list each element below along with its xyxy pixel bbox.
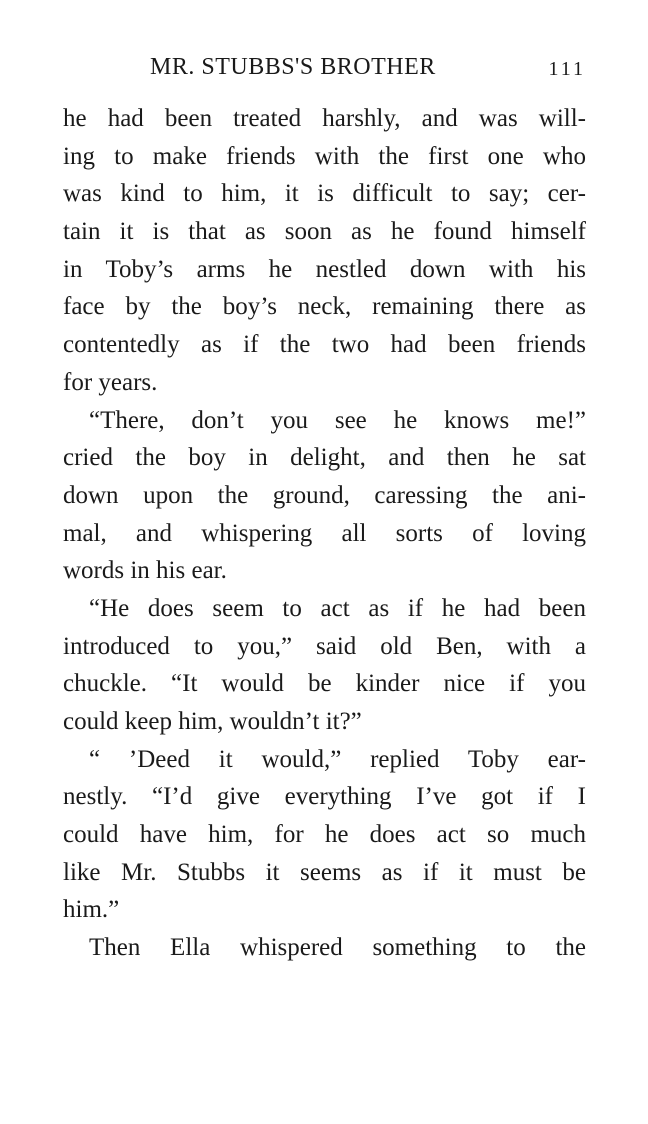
text-line: chuckle. “It would be kinder nice if you [63,670,586,698]
text-line: he had been treated harshly, and was will- [63,105,586,132]
text-line: Then Ella whispered something to the [89,934,586,962]
text-line: face by the boy’s neck, remaining there as [63,293,586,321]
text-line: was kind to him, it is difficult to say; cer- [63,180,586,208]
text-line: mal, and whispering all sorts of loving [63,519,586,547]
text-line: contentedly as if the two had been friends [63,331,586,359]
text-line: in Toby’s arms he nestled down with his [63,255,586,283]
text-line: down upon the ground, caressing the ani- [63,481,586,509]
page-number: 111 [548,58,586,80]
text-line: nestly. “I’d give everything I’ve got if I [63,783,586,811]
page-header [150,54,586,90]
text-line: like Mr. Stubbs it seems as if it must be [63,858,586,886]
text-line: “He does seem to act as if he had been [89,594,586,622]
text-line: could keep him, wouldn’t it?” [63,708,362,735]
text-line: “There, don’t you see he knows me!” [89,406,586,434]
text-line: “ ’Deed it would,” replied Toby ear- [89,745,586,773]
body-text [63,100,586,967]
text-line: for years. [63,368,158,396]
text-line: introduced to you,” said old Ben, with a [63,632,586,660]
text-line: cried the boy in delight, and then he sat [63,444,586,472]
running-title: MR. STUBBS'S BROTHER [150,54,436,80]
text-line: words in his ear. [63,557,227,585]
text-line: ing to make friends with the first one who [63,142,586,170]
text-line: tain it is that as soon as he found himself [63,218,586,246]
text-line: could have him, for he does act so much [63,821,586,849]
text-line: him.” [63,896,120,924]
